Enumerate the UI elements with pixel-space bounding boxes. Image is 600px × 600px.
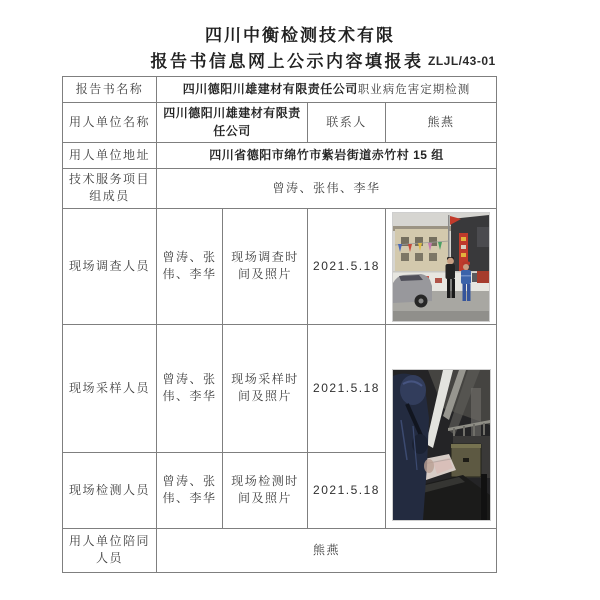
sampling-time-label: 现场采样时间及照片: [223, 324, 308, 452]
survey-members: 曾涛、张伟、李华: [157, 208, 223, 324]
sampling-label: 现场采样人员: [63, 324, 157, 452]
employer-address-value: 四川省德阳市绵竹市紫岩街道赤竹村 15 组: [157, 143, 497, 169]
sampling-date: 2021.5.18: [308, 324, 386, 452]
employer-address-label: 用人单位地址: [63, 143, 157, 169]
form-title-row: [0, 47, 600, 72]
employer-name-value: 四川德阳川雄建材有限责任公司: [157, 103, 308, 143]
company-title: 四川中衡检测技术有限: [205, 26, 395, 45]
team-members: 曾涛、张伟、李华: [157, 169, 497, 209]
row-team: [63, 169, 497, 209]
row-survey: [63, 208, 497, 324]
report-name-suffix: 职业病危害定期检测: [357, 83, 471, 96]
row-escort: [63, 528, 497, 572]
report-name-value: [157, 77, 497, 103]
report-name-company: 四川德阳川雄建材有限责任公司: [182, 81, 358, 96]
report-name-label: 报告书名称: [63, 77, 157, 103]
testing-label: 现场检测人员: [63, 452, 157, 528]
sampling-members: 曾涛、张伟、李华: [157, 324, 223, 452]
escort-value: 熊燕: [157, 528, 497, 572]
row-employer-address: [63, 143, 497, 169]
sampling-photo-cell: [386, 324, 497, 528]
survey-time-label: 现场调查时间及照片: [223, 208, 308, 324]
row-report-name: [63, 77, 497, 103]
row-employer-name: [63, 103, 497, 143]
testing-date: 2021.5.18: [308, 452, 386, 528]
survey-photo-cell: [386, 208, 497, 324]
report-info-table: [62, 76, 497, 573]
contact-label: 联系人: [308, 103, 386, 143]
testing-members: 曾涛、张伟、李华: [157, 452, 223, 528]
sampling-site-photo: [392, 369, 491, 521]
form-title: 报告书信息网上公示内容填报表: [150, 52, 424, 71]
escort-label: 用人单位陪同人员: [63, 528, 157, 572]
row-sampling: [63, 324, 497, 452]
testing-time-label: 现场检测时间及照片: [223, 452, 308, 528]
employer-name-label: 用人单位名称: [63, 103, 157, 143]
survey-date: 2021.5.18: [308, 208, 386, 324]
contact-value: 熊燕: [386, 103, 497, 143]
survey-label: 现场调查人员: [63, 208, 157, 324]
team-label: 技术服务项目组成员: [63, 169, 157, 209]
site-survey-photo: [392, 212, 490, 322]
doc-code: ZLJL/43-01: [428, 54, 496, 68]
